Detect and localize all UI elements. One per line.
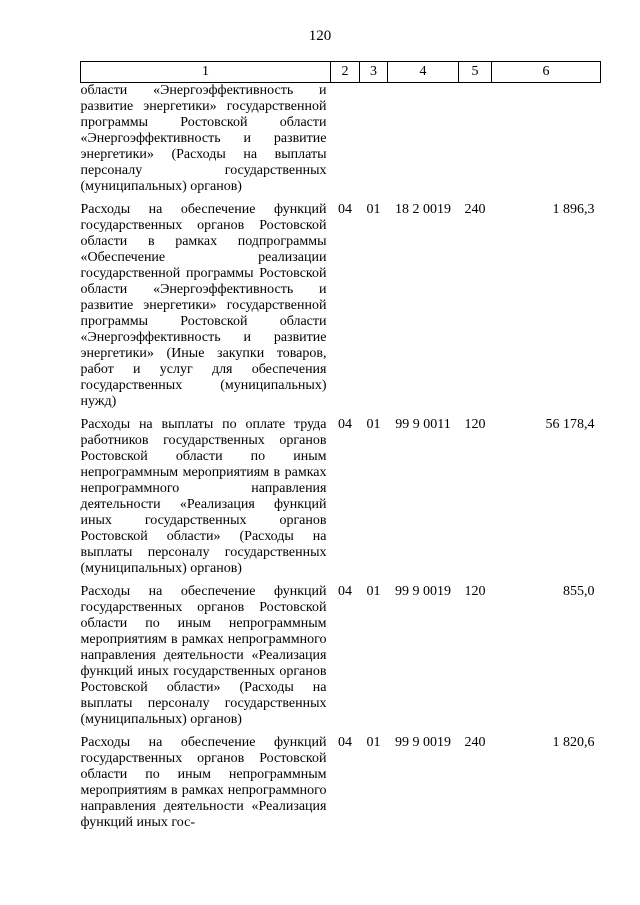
- row-expense-type: 120: [464, 584, 486, 599]
- column-header-1: 1: [81, 62, 331, 83]
- row-description: Расходы на выплаты по оплате труда работников государственных органов Ростовской области по иным непрограммным мероприятиям в рамках непрограммного направления деятельности «Реализация функций иных государственных органов Ростовской области» (Расходы на выплаты персоналу государственных (муниципальных) органов): [80, 417, 327, 576]
- row-expense-type: 240: [464, 735, 486, 750]
- row-description: области «Энергоэффективность и развитие энергетики» государственной программы Ростовской области «Энергоэффективность и развитие энергетики» (Расходы на выплаты персоналу государственных (муниципальных) органов): [80, 83, 327, 194]
- table-row: [81, 417, 601, 584]
- row-expense-type: 240: [464, 202, 486, 217]
- row-subsection-code: 01: [366, 735, 381, 750]
- row-section-code: 04: [338, 735, 352, 750]
- row-section-code: [331, 83, 360, 203]
- row-subsection-code: 01: [366, 202, 381, 217]
- row-amount: 1 896,3: [552, 202, 595, 217]
- row-target-article: 99 9 0011: [395, 417, 451, 432]
- row-amount: [492, 83, 601, 203]
- table-header-row: [81, 62, 601, 83]
- row-target-article: 99 9 0019: [395, 584, 451, 599]
- page-number: 120: [308, 28, 332, 44]
- row-section-code: 04: [338, 417, 352, 432]
- table-row: [81, 83, 601, 203]
- row-subsection-code: [360, 83, 388, 203]
- budget-table: [80, 61, 601, 838]
- column-header-5: 5: [459, 62, 492, 83]
- row-subsection-code: 01: [366, 417, 381, 432]
- column-header-2: 2: [331, 62, 360, 83]
- row-expense-type: 120: [464, 417, 486, 432]
- row-target-article: 18 2 0019: [395, 202, 451, 217]
- row-expense-type: [459, 83, 492, 203]
- row-amount: 1 820,6: [552, 735, 595, 750]
- row-subsection-code: 01: [366, 584, 381, 599]
- column-header-3: 3: [360, 62, 388, 83]
- table-row: [81, 735, 601, 838]
- row-target-article: 99 9 0019: [395, 735, 451, 750]
- row-target-article: [388, 83, 459, 203]
- row-description: Расходы на обеспечение функций государственных органов Ростовской области по иным непрограммным мероприятиям в рамках непрограммного направления деятельности «Реализация функций иных государственных органов Ростовской области» (Расходы на выплаты персоналу государственных (муниципальных) органов): [80, 584, 327, 727]
- row-section-code: 04: [338, 202, 352, 217]
- row-description: Расходы на обеспечение функций государственных органов Ростовской области в рамках подпрограммы «Обеспечение реализации государственной программы Ростовской области «Энергоэффективность и развитие энергетики» государственной программы Ростовской области «Энергоэффективность и развитие энергетики» (Иные закупки товаров, работ и услуг для обеспечения государственных (муниципальных) нужд): [80, 202, 327, 409]
- table-row: [81, 584, 601, 735]
- column-header-6: 6: [492, 62, 601, 83]
- row-description: Расходы на обеспечение функций государственных органов Ростовской области по иным непрограммным мероприятиям в рамках непрограммного направления деятельности «Реализация функций иных гос-: [80, 735, 327, 830]
- column-header-4: 4: [388, 62, 459, 83]
- row-amount: 855,0: [563, 584, 595, 599]
- row-section-code: 04: [338, 584, 352, 599]
- row-amount: 56 178,4: [545, 417, 595, 432]
- table-row: [81, 202, 601, 417]
